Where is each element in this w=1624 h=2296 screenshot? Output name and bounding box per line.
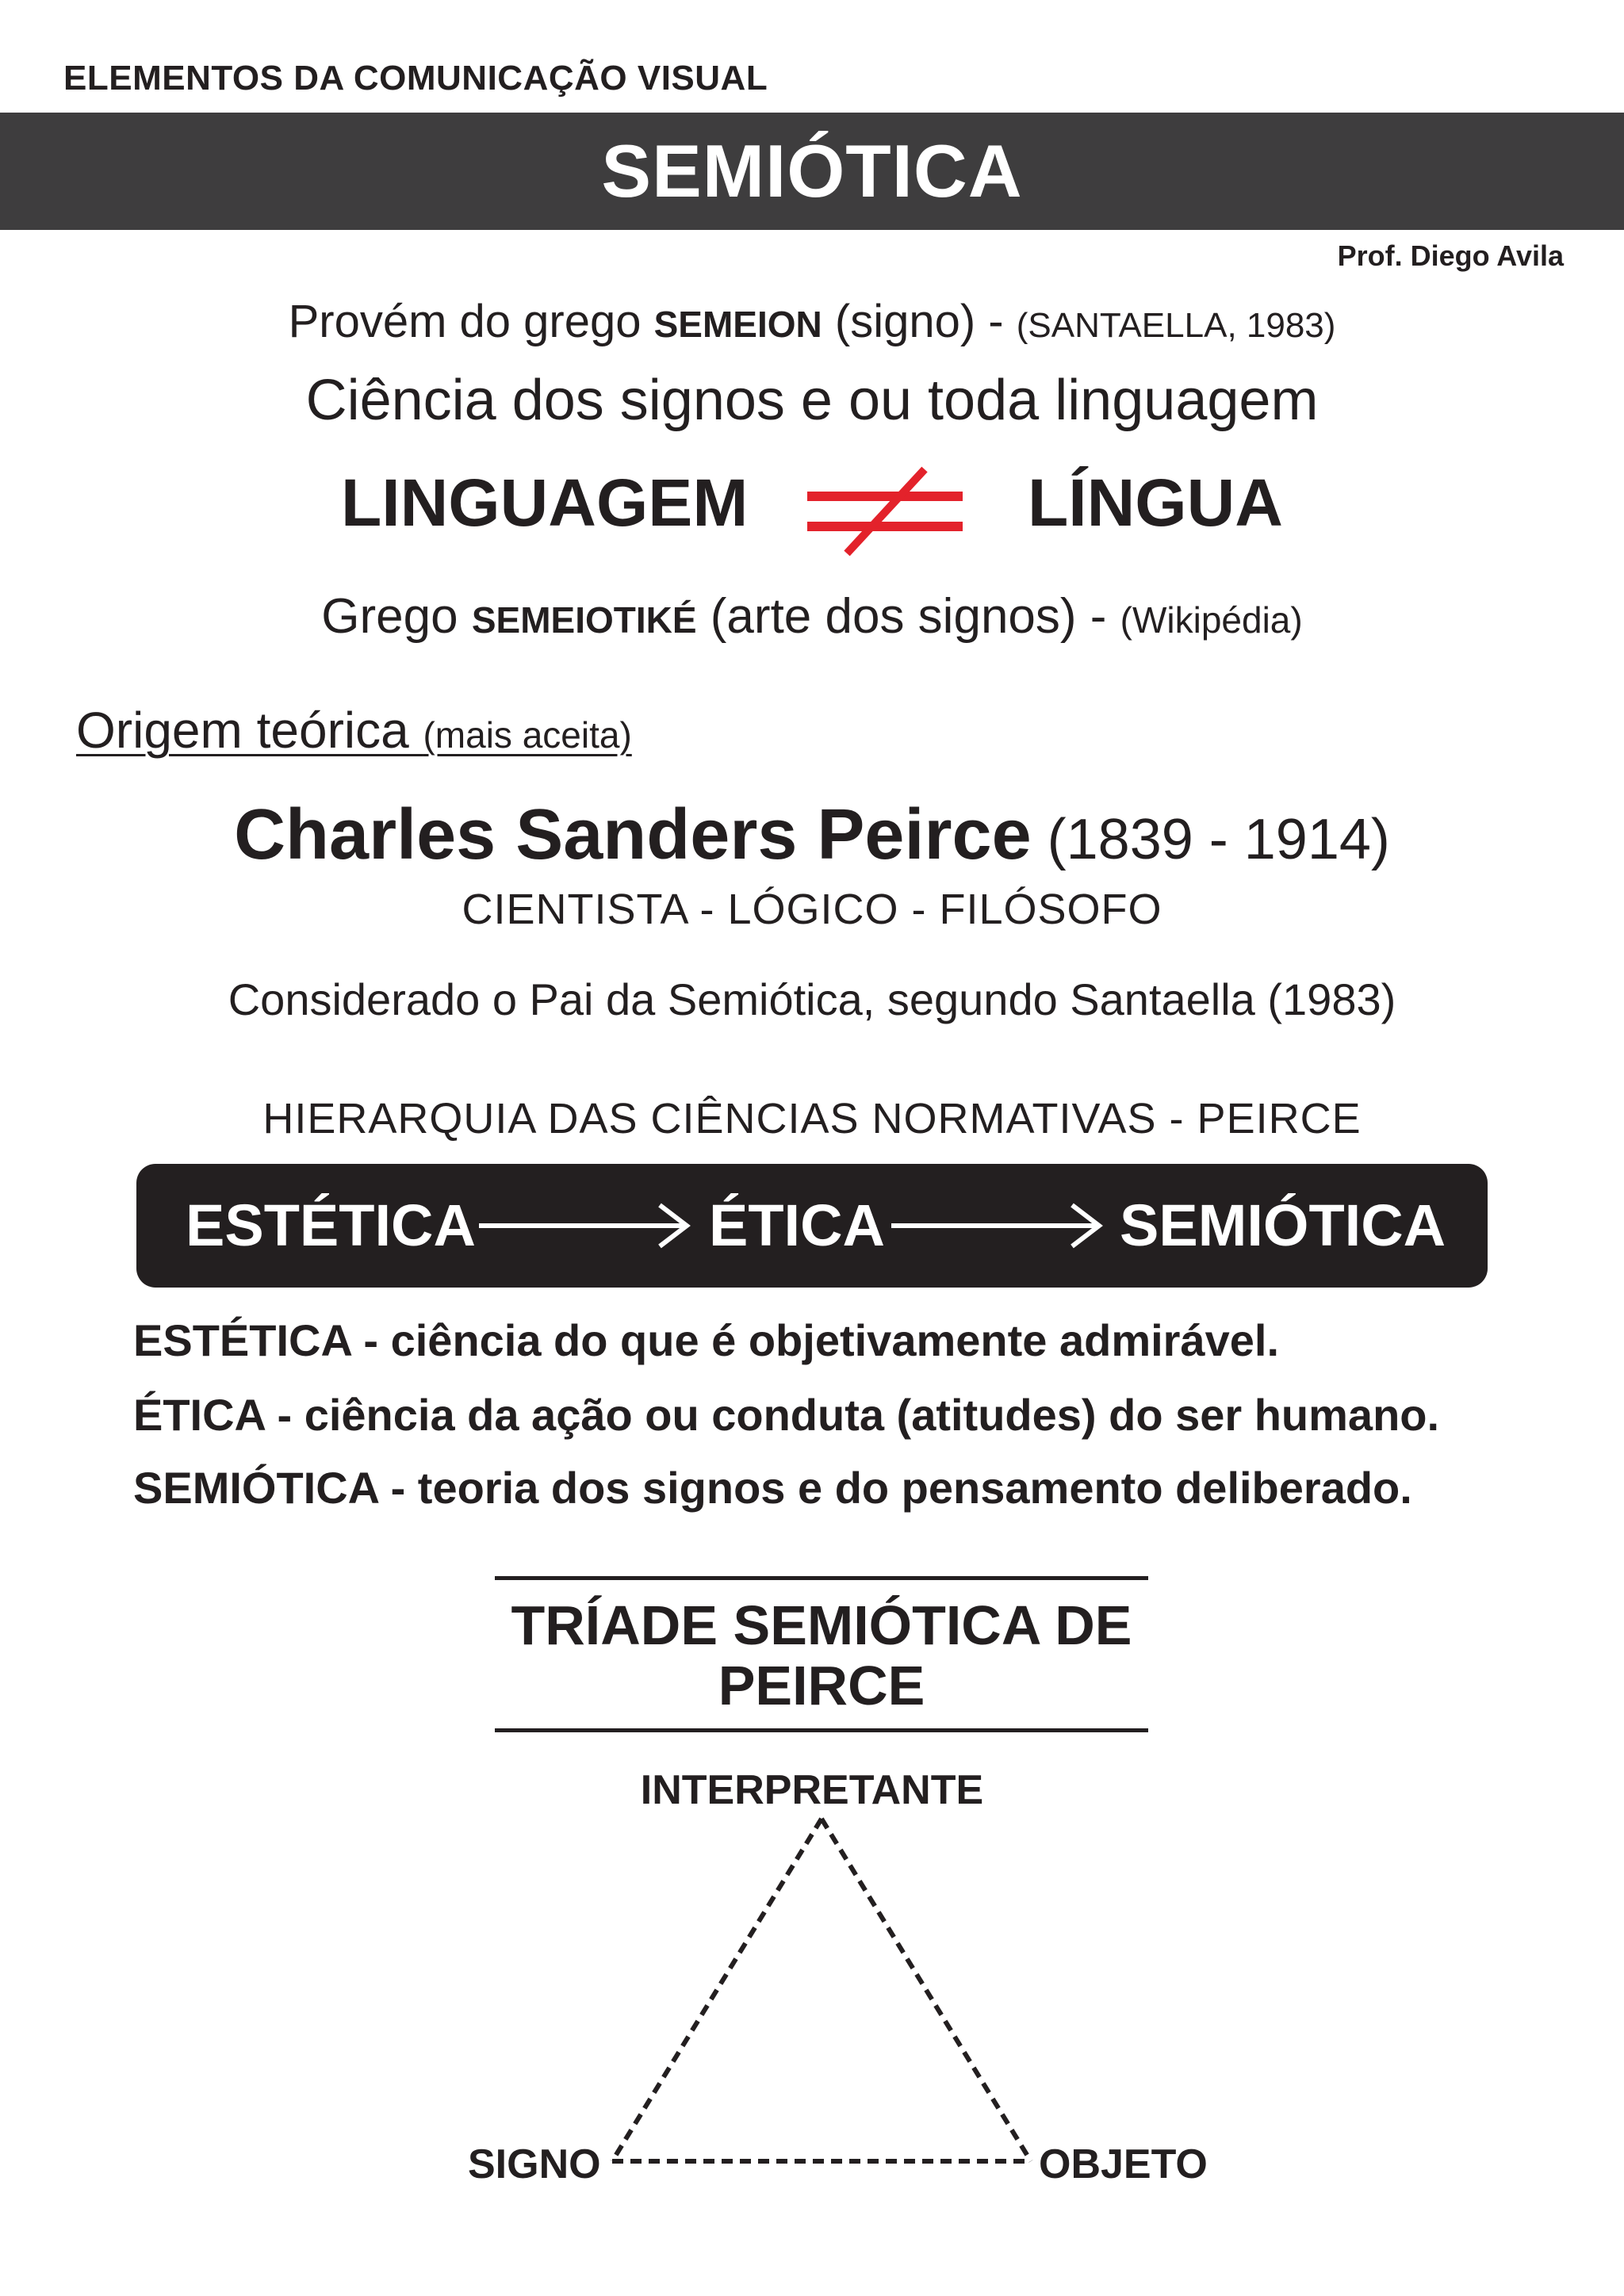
triad-vertex-interpretante: INTERPRETANTE [640, 1767, 984, 1813]
peirce-name-line [0, 794, 1624, 876]
etymology-reference: (SANTAELLA, 1983) [1016, 306, 1336, 345]
peirce-considered: Considerado o Pai da Semiótica, segundo Santaella (1983) [228, 974, 1396, 1024]
triad-title [495, 1595, 1148, 1716]
triad-dashed-triangle [0, 1808, 1624, 2188]
definition-estetica: ESTÉTICA - ciência do que é objetivamente admirável. [133, 1315, 1280, 1365]
triad-title-line1: TRÍADE SEMIÓTICA DE [511, 1594, 1132, 1656]
etymology-keyword: SEMEION [653, 304, 822, 345]
not-equal-icon [807, 465, 963, 557]
origin-heading-note: (mais aceita) [423, 714, 632, 756]
triad-title-line2: PEIRCE [718, 1655, 925, 1716]
long-right-arrow-icon [476, 1194, 698, 1257]
author-name: Prof. Diego Avila [1337, 239, 1564, 272]
greek-origin-line [0, 588, 1624, 645]
page-title: SEMIÓTICA [601, 129, 1023, 212]
hierarchy-title: HIERARQUIA DAS CIÊNCIAS NORMATIVAS - PEIRCE [262, 1095, 1362, 1142]
subject-heading: ELEMENTOS DA COMUNICAÇÃO VISUAL [63, 59, 768, 98]
hierarchy-box [136, 1164, 1488, 1288]
peirce-dates: (1839 - 1914) [1031, 808, 1390, 871]
language-comparison [0, 465, 1624, 552]
definition-etica: ÉTICA - ciência da ação ou conduta (atitudes) do ser humano. [133, 1390, 1440, 1440]
triad-vertex-signo: SIGNO [468, 2141, 601, 2187]
greek-reference: (Wikipédia) [1120, 599, 1303, 641]
long-right-arrow-icon [888, 1194, 1110, 1257]
triad-divider-top [495, 1576, 1148, 1580]
hierarchy-item-estetica: ESTÉTICA [186, 1192, 476, 1258]
peirce-name: Charles Sanders Peirce [234, 795, 1032, 874]
triad-vertex-objeto: OBJETO [1039, 2141, 1208, 2187]
etymology-prefix: Provém do grego [288, 296, 654, 347]
origin-heading [76, 701, 632, 760]
hierarchy-item-semiotica: SEMIÓTICA [1120, 1192, 1446, 1258]
hierarchy-item-etica: ÉTICA [709, 1192, 885, 1258]
definition-semiotica: SEMIÓTICA - teoria dos signos e do pensamento deliberado. [133, 1463, 1412, 1513]
greek-prefix: Grego [321, 589, 472, 644]
title-bar [0, 113, 1624, 230]
definition-line: Ciência dos signos e ou toda linguagem [305, 369, 1319, 432]
greek-keyword: SEMEIOTIKÉ [471, 599, 697, 641]
greek-suffix: (arte dos signos) - [696, 589, 1120, 644]
peirce-roles: CIENTISTA - LÓGICO - FILÓSOFO [462, 886, 1162, 933]
etymology-line [0, 295, 1624, 348]
etymology-suffix: (signo) - [822, 296, 1017, 347]
triad-divider-bottom [495, 1728, 1148, 1732]
origin-heading-text: Origem teórica [76, 702, 423, 759]
lingua-label: LÍNGUA [1028, 465, 1283, 540]
linguagem-label: LINGUAGEM [341, 465, 749, 540]
